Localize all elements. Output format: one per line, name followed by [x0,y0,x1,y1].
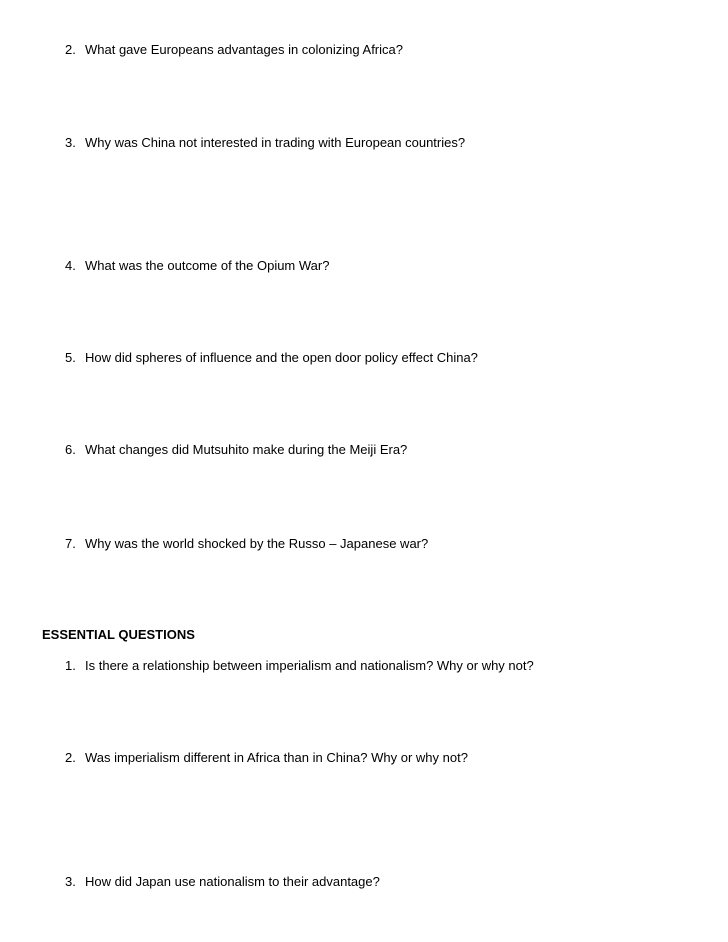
question-text: How did spheres of influence and the open door policy effect China? [85,350,478,365]
essential-question-1 [65,658,534,674]
question-text: Why was the world shocked by the Russo – Japanese war? [85,536,429,551]
question-number: 2. [65,750,76,765]
question-number: 1. [65,658,76,673]
question-3 [65,135,465,151]
question-number: 7. [65,536,76,551]
question-text: Is there a relationship between imperialism and nationalism? Why or why not? [85,658,534,673]
essential-questions-heading: ESSENTIAL QUESTIONS [42,627,195,642]
essential-question-3 [65,874,380,890]
question-text: How did Japan use nationalism to their advantage? [85,874,380,889]
question-text: What changes did Mutsuhito make during the Meiji Era? [85,442,408,457]
question-number: 5. [65,350,76,365]
question-text: What was the outcome of the Opium War? [85,258,330,273]
essential-question-2 [65,750,468,766]
question-2 [65,42,403,58]
question-number: 6. [65,442,76,457]
question-number: 4. [65,258,76,273]
question-6 [65,442,407,458]
question-text: Was imperialism different in Africa than in China? Why or why not? [85,750,468,765]
question-number: 2. [65,42,76,57]
question-text: What gave Europeans advantages in colonizing Africa? [85,42,403,57]
question-number: 3. [65,135,76,150]
question-number: 3. [65,874,76,889]
question-7 [65,536,428,552]
question-text: Why was China not interested in trading with European countries? [85,135,466,150]
question-5 [65,350,478,366]
question-4 [65,258,329,274]
